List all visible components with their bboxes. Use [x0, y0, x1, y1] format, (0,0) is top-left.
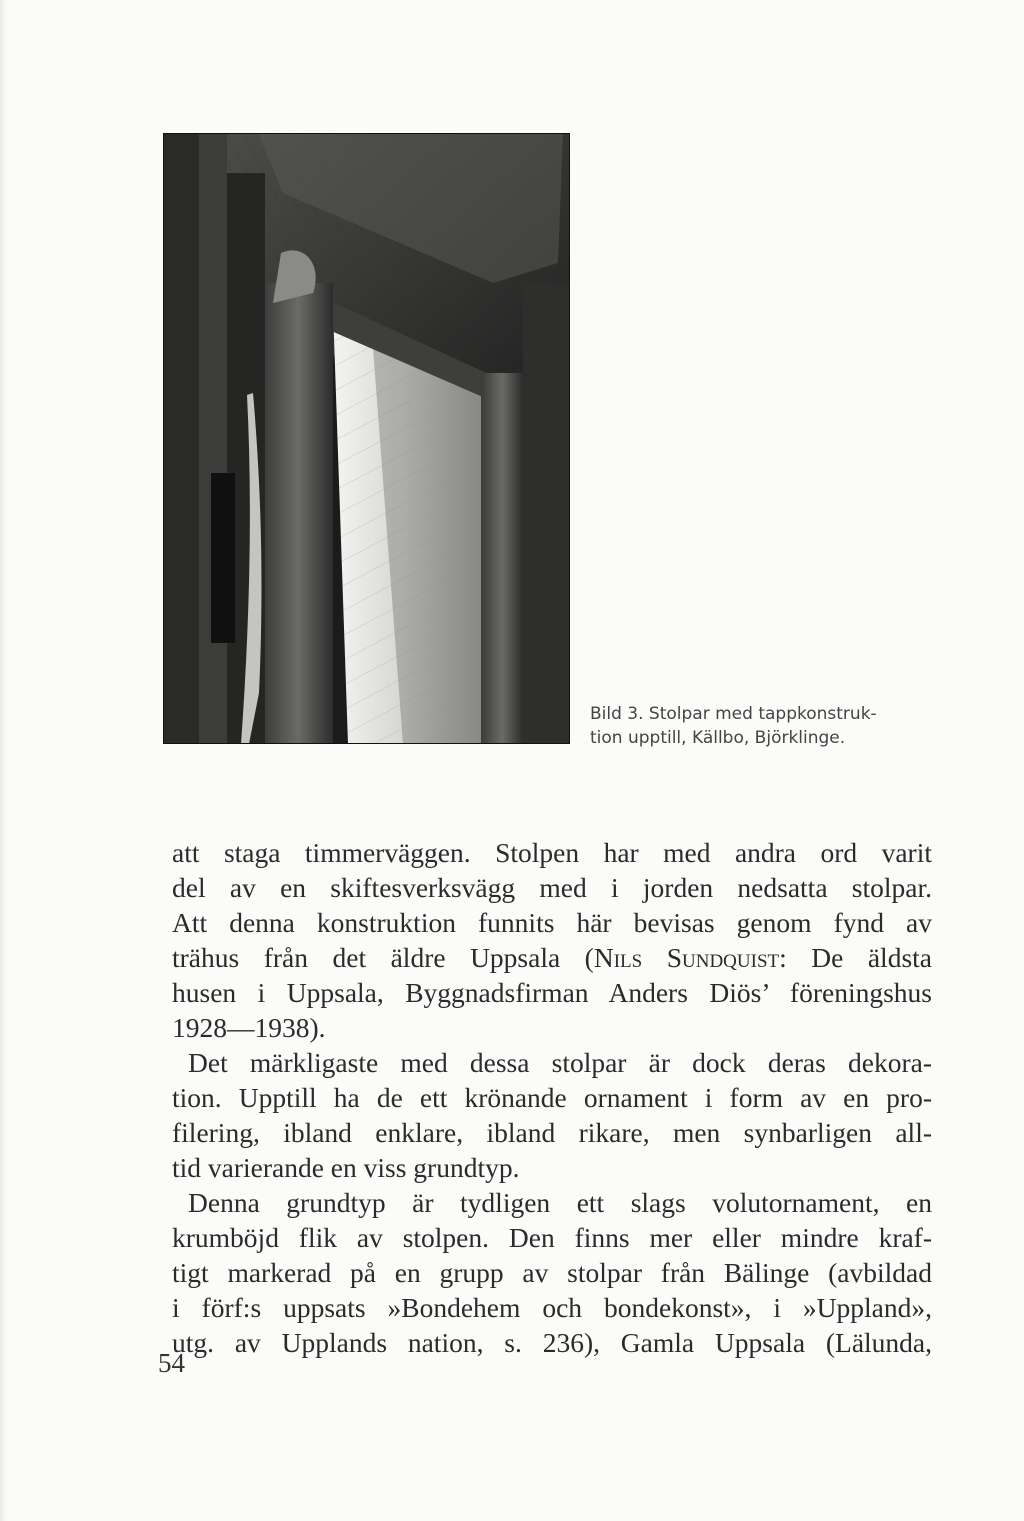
text-line-with-citation	[172, 940, 932, 975]
text-line: Att denna konstruktion funnits här bevisas genom fynd av	[172, 907, 932, 938]
text-line: tigt markerad på en grupp av stolpar från Bälinge (avbildad	[172, 1257, 932, 1288]
caption-line-1: Bild 3. Stolpar med tappkonstruk-	[590, 704, 877, 724]
text-line: filering, ibland enklare, ibland rikare, men synbarligen all-	[172, 1117, 932, 1148]
text-line: krumböjd flik av stolpen. Den finns mer eller mindre kraf-	[172, 1222, 932, 1253]
text-line: husen i Uppsala, Byggnadsfirman Anders Diös’ föreningshus	[172, 977, 932, 1008]
cited-author: Nils Sundquist	[593, 942, 780, 973]
text-line: del av en skiftesverksvägg med i jorden nedsatta stolpar.	[172, 872, 932, 903]
text-line: att staga timmerväggen. Stolpen har med andra ord varit	[172, 837, 932, 868]
text-fragment: : De äldsta	[779, 942, 932, 973]
text-line: tid varierande en viss grundtyp.	[172, 1152, 520, 1183]
text-line: Denna grundtyp är tydligen ett slags volutornament, en	[188, 1187, 932, 1218]
text-line: tion. Upptill ha de ett krönande ornament i form av en pro-	[172, 1082, 932, 1113]
text-line: i förf:s uppsats »Bondehem och bondekonst», i »Uppland»,	[172, 1292, 932, 1323]
text-line: 1928—1938).	[172, 1012, 326, 1043]
page-number: 54	[158, 1348, 185, 1378]
figure-caption	[590, 702, 950, 750]
caption-line-2: tion upptill, Källbo, Björklinge.	[590, 728, 846, 748]
text-line: Det märkligaste med dessa stolpar är dock deras dekora-	[188, 1047, 932, 1078]
body-text	[172, 835, 932, 1360]
page-edge	[0, 0, 6, 1521]
text-fragment: trähus från det äldre Uppsala (	[172, 942, 594, 973]
text-line: utg. av Upplands nation, s. 236), Gamla Uppsala (Lälunda,	[172, 1327, 932, 1358]
figure-photo	[163, 133, 570, 744]
door-post-photo	[163, 133, 570, 744]
